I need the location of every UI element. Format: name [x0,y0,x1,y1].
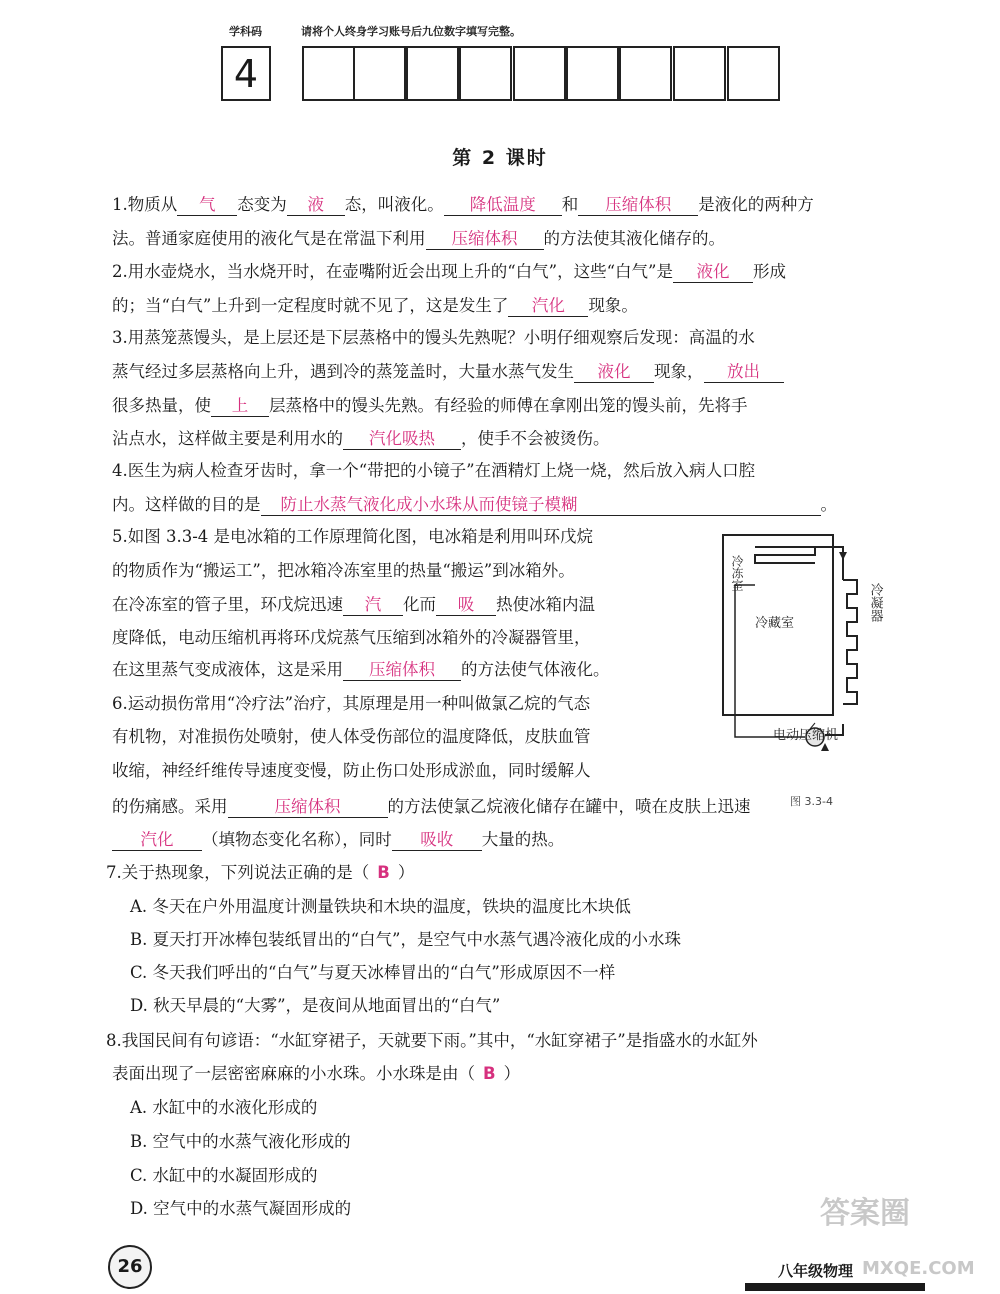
freezer-coil [755,547,815,563]
footer-band [745,1283,925,1291]
digit-box[interactable] [673,46,726,101]
q2-line1: 2.用水壶烧水，当水烧开时，在壶嘴附近会出现上升的“白气”，这些“白气”是 液化 形成 [112,262,786,281]
q1-line2: 法。普通家庭使用的液化气是在常温下利用 压缩体积 的方法使其液化储存的。 [112,229,725,248]
lesson-title: 第 2 课时 [452,147,548,169]
digit-box[interactable] [459,46,512,101]
q5-line2: 的物质作为“搬运工”，把冰箱冷冻室里的热量“搬运”到冰箱外。 [112,561,575,580]
digit-box[interactable] [619,46,672,101]
digit-box[interactable] [353,46,406,101]
q3-line2: 蒸气经过多层蒸格向上升，遇到冷的蒸笼盖时，大量水蒸气发生 液化 现象， 放出 [112,361,784,383]
footer-grade: 八年级物理 [778,1262,854,1280]
q1-answer-1: 气 [177,195,237,216]
q1-answer-3: 降低温度 [444,195,562,216]
q7-choice-answer: B [377,863,390,882]
q3-answer-4: 汽化吸热 [343,429,461,450]
q5-answer-2: 吸 [436,595,496,616]
condenser-label: 冷凝器 [867,583,883,622]
q4-line2: 内。这样做的目的是 防止水蒸气液化成小水珠从而使镜子模糊 。 [112,495,837,514]
q8-choice-answer: B [483,1064,496,1083]
q7-stem: 7.关于热现象，下列说法正确的是（ B ） [106,863,415,882]
q7-option-a: A. 冬天在户外用温度计测量铁块和木块的温度，铁块的温度比木块低 [130,897,631,916]
q6-answer-1: 压缩体积 [228,797,388,818]
subject-code-box: 4 [221,46,271,101]
q8-option-b: B. 空气中的水蒸气液化形成的 [130,1132,351,1151]
q8-option-d: D. 空气中的水蒸气凝固形成的 [130,1199,352,1218]
q2-answer-2: 汽化 [508,296,588,317]
digit-box[interactable] [302,46,355,101]
tube-top [815,547,843,580]
q2-line2: 的；当“白气”上升到一定程度时就不见了，这是发生了 汽化 现象。 [112,296,638,315]
q6-answer-2: 汽化 [112,830,202,851]
q5-line3: 在冷冻室的管子里，环戊烷迅速 汽 化而 吸 热使冰箱内温 [112,595,595,614]
compressor-label: 电动压缩机 [773,728,839,743]
q5-line1: 5.如图 3.3-4 是电冰箱的工作原理简化图，电冰箱是利用叫环戊烷 [112,527,594,546]
q5-line4: 度降低，电动压缩机再将环戊烷蒸气压缩到冰箱外的冷凝器管里， [112,628,591,647]
q6-line1: 6.运动损伤常用“冷疗法”治疗，其原理是用一种叫做氯乙烷的气态 [112,694,591,713]
q7-option-b: B. 夏天打开冰棒包装纸冒出的“白气”，是空气中水蒸气遇冷液化成的小水珠 [130,930,681,949]
q5-answer-1: 汽 [343,595,403,616]
q7-option-d: D. 秋天早晨的“大雾”，是夜间从地面冒出的“白气” [130,996,501,1015]
q3-line1: 3.用蒸笼蒸馒头，是上层还是下层蒸格中的馒头先熟呢？小明仔细观察后发现：高温的水 [112,328,755,347]
fridge-label: 冷藏室 [755,616,795,631]
watermark-url: MXQE.COM [862,1258,975,1279]
q3-answer-2: 放出 [704,362,784,383]
q8-line1: 8.我国民间有句谚语：“水缸穿裙子，天就要下雨。”其中，“水缸穿裙子”是指盛水的水缸外 [106,1031,758,1050]
q1-answer-4: 压缩体积 [578,195,698,216]
q2-answer-1: 液化 [673,262,753,283]
q4-line1: 4.医生为病人检查牙齿时，拿一个“带把的小镜子”在酒精灯上烧一烧，然后放入病人口腔 [112,461,756,480]
q8-option-a: A. 水缸中的水液化形成的 [130,1098,318,1117]
q5-line5: 在这里蒸气变成液体，这是采用 压缩体积 的方法使气体液化。 [112,660,610,679]
q3-line4: 沾点水，这样做主要是利用水的 汽化吸热 ，使手不会被烫伤。 [112,429,610,448]
q8-option-c: C. 水缸中的水凝固形成的 [130,1166,318,1185]
digit-box[interactable] [513,46,566,101]
fridge-diagram [715,525,900,795]
q6-answer-3: 吸收 [392,830,482,851]
q5-answer-3: 压缩体积 [343,660,461,681]
q8-line2: 表面出现了一层密密麻麻的小水珠。小水珠是由（ B ） [112,1064,521,1083]
q1-line1: 1.物质从 气 态变为 液 态，叫液化。 降低温度 和 压缩体积 是液化的两种方 [112,195,814,214]
arrow-down [821,743,829,751]
digit-box[interactable] [406,46,459,101]
watermark-logo: 答案圈 [820,1196,910,1231]
q3-answer-3: 上 [211,396,269,417]
q6-line4: 的伤痛感。采用 压缩体积 的方法使氯乙烷液化储存在罐中，喷在皮肤上迅速 [112,797,751,816]
q7-option-c: C. 冬天我们呼出的“白气”与夏天冰棒冒出的“白气”形成原因不一样 [130,963,616,982]
q1-answer-5: 压缩体积 [426,229,544,250]
q1-answer-2: 液 [287,195,345,216]
digit-box[interactable] [566,46,619,101]
q3-line3: 很多热量，使 上 层蒸格中的馒头先熟。有经验的师傅在拿刚出笼的馒头前，先将手 [112,396,748,415]
q6-line3: 收缩，神经纤维传导速度变慢，防止伤口处形成淤血，同时缓解人 [112,761,591,780]
freezer-label: 冷冻室 [730,555,744,591]
condenser-coil [843,580,857,704]
q3-answer-1: 液化 [574,362,654,383]
digit-box[interactable] [727,46,780,101]
q6-line2: 有机物，对准损伤处喷射，使人体受伤部位的温度降低，皮肤血管 [112,727,591,746]
arrow-up [839,552,847,560]
q4-answer-1: 防止水蒸气液化成小水珠从而使镜子模糊 [261,495,821,516]
header-instruction: 请将个人终身学习账号后九位数字填写完整。 [301,25,521,38]
page-number: 26 [108,1245,152,1289]
figure-caption: 图 3.3-4 [790,795,833,808]
subject-code-label: 学科码 [229,25,262,38]
q6-line5: 汽化 （填物态变化名称），同时 吸收 大量的热。 [112,829,564,851]
